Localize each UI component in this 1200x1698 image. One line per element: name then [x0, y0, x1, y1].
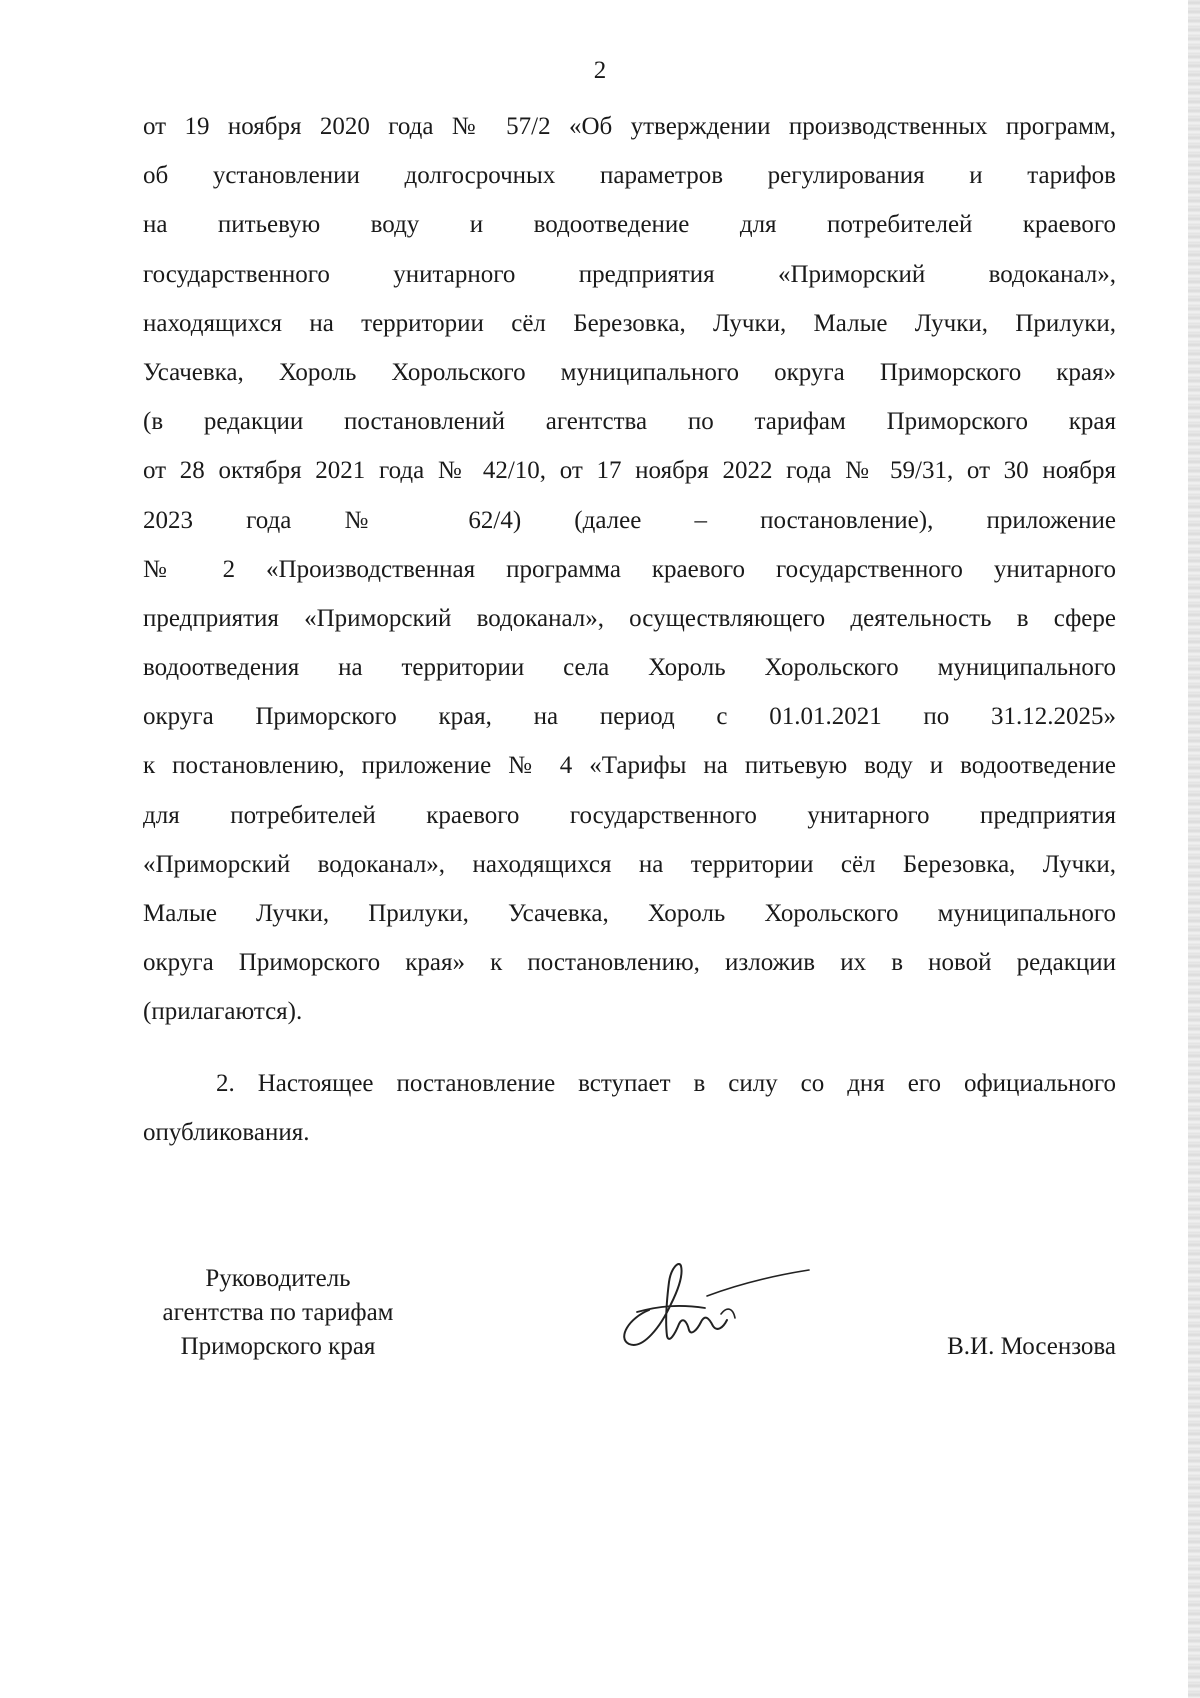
- text-line: об установлении долгосрочных параметров регулирования и тарифов: [143, 162, 1116, 190]
- text-line: округа Приморского края, на период с 01.01.2021 по 31.12.2025»: [143, 703, 1116, 731]
- text-line: Малые Лучки, Прилуки, Усачевка, Хороль Хорольского муниципального: [143, 900, 1116, 927]
- signer-position-line: Руководитель: [205, 1265, 351, 1292]
- text-line: на питьевую воду и водоотведение для потребителей краевого: [143, 211, 1116, 239]
- signer-name: В.И. Мосензова: [947, 1333, 1116, 1360]
- text-line: к постановлению, приложение № 4 «Тарифы на питьевую воду и водоотведение: [143, 752, 1116, 780]
- paragraph-2: [143, 1059, 1116, 1157]
- text-line: Усачевка, Хороль Хорольского муниципального округа Приморского края»: [143, 358, 1116, 386]
- signer-position-line: агентства по тарифам: [162, 1299, 394, 1326]
- text-line: предприятия «Приморский водоканал», осуществляющего деятельность в сфере: [143, 604, 1116, 632]
- scan-edge: [1188, 0, 1200, 1698]
- text-line: округа Приморского края» к постановлению, изложив их в новой редакции: [143, 949, 1116, 977]
- paragraph-1: [143, 102, 1116, 1037]
- text-line: 2023 года № 62/4) (далее – постановление), приложение: [143, 506, 1116, 534]
- text-line: № 2 «Производственная программа краевого государственного унитарного: [143, 555, 1116, 583]
- text-line: (в редакции постановлений агентства по тарифам Приморского края: [143, 408, 1116, 436]
- text-line: «Приморский водоканал», находящихся на территории сёл Березовка, Лучки,: [143, 850, 1116, 878]
- text-line: (прилагаются).: [143, 998, 303, 1026]
- text-line: 2. Настоящее постановление вступает в силу со дня его официального: [216, 1070, 1116, 1097]
- signer-position-line: Приморского края: [180, 1333, 376, 1360]
- text-line: опубликования.: [143, 1119, 310, 1147]
- handwritten-signature: [609, 1248, 819, 1358]
- signature-block: [143, 1262, 1116, 1382]
- page-number: 2: [593, 57, 607, 84]
- text-line: находящихся на территории сёл Березовка, Лучки, Малые Лучки, Прилуки,: [143, 309, 1116, 337]
- text-line: от 28 октября 2021 года № 42/10, от 17 ноября 2022 года № 59/31, от 30 ноября: [143, 457, 1116, 485]
- signer-position: [143, 1262, 413, 1364]
- text-line: водоотведения на территории села Хороль Хорольского муниципального: [143, 654, 1116, 682]
- text-line: для потребителей краевого государственного унитарного предприятия: [143, 801, 1116, 829]
- text-line: государственного унитарного предприятия «Приморский водоканал»,: [143, 260, 1116, 288]
- text-line: от 19 ноября 2020 года № 57/2 «Об утверждении производственных программ,: [143, 113, 1116, 140]
